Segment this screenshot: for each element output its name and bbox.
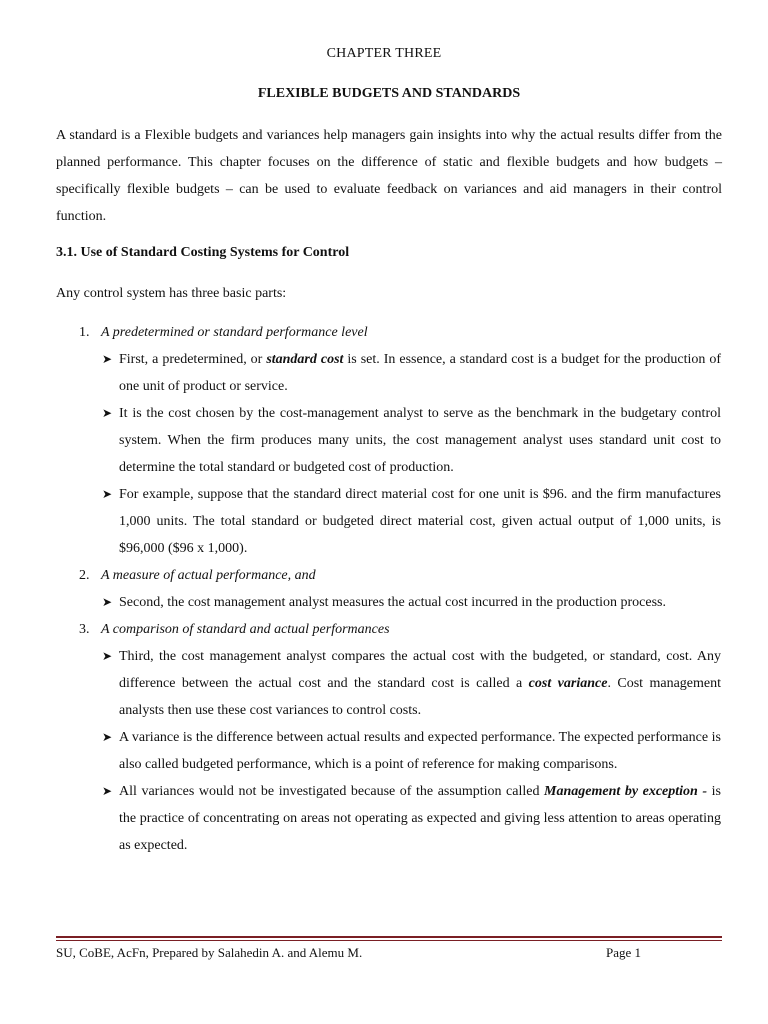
bullet-item: ➤ All variances would not be investigated because of the assumption called Management by exception - is the practice of concentrating on areas not operating as expected and giving less attention to areas operating as expected. — [0, 778, 721, 859]
arrow-bullet-icon: ➤ — [102, 352, 113, 366]
bullet-list — [0, 589, 768, 616]
bullet-item: ➤ First, a predetermined, or standard cost is set. In essence, a standard cost is a budget for the production of one unit of product or service. — [0, 346, 721, 400]
footer-credit: SU, CoBE, AcFn, Prepared by Salahedin A. and Alemu M. — [56, 945, 363, 960]
arrow-bullet-icon: ➤ — [102, 406, 113, 420]
list-item — [0, 562, 768, 616]
footer-divider — [56, 936, 722, 938]
bullet-item: ➤ A variance is the difference between actual results and expected performance. The expected performance is also called budgeted performance, which is a point of reference for making comparisons. — [0, 724, 721, 778]
section-heading: 3.1. Use of Standard Costing Systems for Control — [56, 245, 350, 260]
arrow-bullet-icon: ➤ — [102, 784, 113, 798]
list-number: 1. — [79, 325, 90, 340]
arrow-bullet-icon: ➤ — [102, 595, 113, 609]
bullet-list — [0, 643, 768, 859]
emphasis-term: Management by exception - — [544, 784, 708, 799]
footer-divider — [56, 940, 722, 941]
intro-paragraph: A standard is a Flexible budgets and variances help managers gain insights into why the actual results differ from the planned performance. This chapter focuses on the difference of static and flexible budgets and how budgets –specifically flexible budgets – can be used to evaluate feedback on variances and aid managers in their control function. — [56, 128, 722, 224]
bullet-item: ➤ For example, suppose that the standard direct material cost for one unit is $96. and the firm manufactures 1,000 units. The total standard or budgeted direct material cost, given actual output of 1,000 units, is $96,000 ($96 x 1,000). — [0, 481, 721, 562]
page-number: Page 1 — [606, 945, 642, 960]
control-parts-list — [0, 319, 768, 859]
list-number: 2. — [79, 568, 90, 583]
emphasis-term: standard cost — [266, 352, 344, 367]
arrow-bullet-icon: ➤ — [102, 730, 113, 744]
emphasis-term: cost variance — [528, 676, 608, 691]
arrow-bullet-icon: ➤ — [102, 649, 113, 663]
list-item-label: A measure of actual performance, and — [101, 568, 316, 583]
list-item-label: A predetermined or standard performance level — [101, 325, 368, 340]
list-number: 3. — [79, 622, 90, 637]
bullet-item: ➤ Second, the cost management analyst measures the actual cost incurred in the production process. — [0, 589, 721, 616]
page-title: FLEXIBLE BUDGETS AND STANDARDS — [257, 86, 521, 101]
list-item — [0, 616, 768, 859]
arrow-bullet-icon: ➤ — [102, 487, 113, 501]
section-lead: Any control system has three basic parts: — [56, 286, 287, 301]
bullet-item: ➤ It is the cost chosen by the cost-management analyst to serve as the benchmark in the budgetary control system. When the firm produces many units, the cost management analyst uses standard unit cost to determine the total standard or budgeted cost of production. — [0, 400, 721, 481]
list-item — [0, 319, 768, 562]
chapter-label: CHAPTER THREE — [326, 46, 442, 61]
bullet-list — [0, 346, 768, 562]
list-item-label: A comparison of standard and actual performances — [101, 622, 390, 637]
bullet-item: ➤ Third, the cost management analyst compares the actual cost with the budgeted, or standard, cost. Any difference between the actual cost and the standard cost is called a cost variance. Cost management analysts then use these cost variances to control costs. — [0, 643, 721, 724]
